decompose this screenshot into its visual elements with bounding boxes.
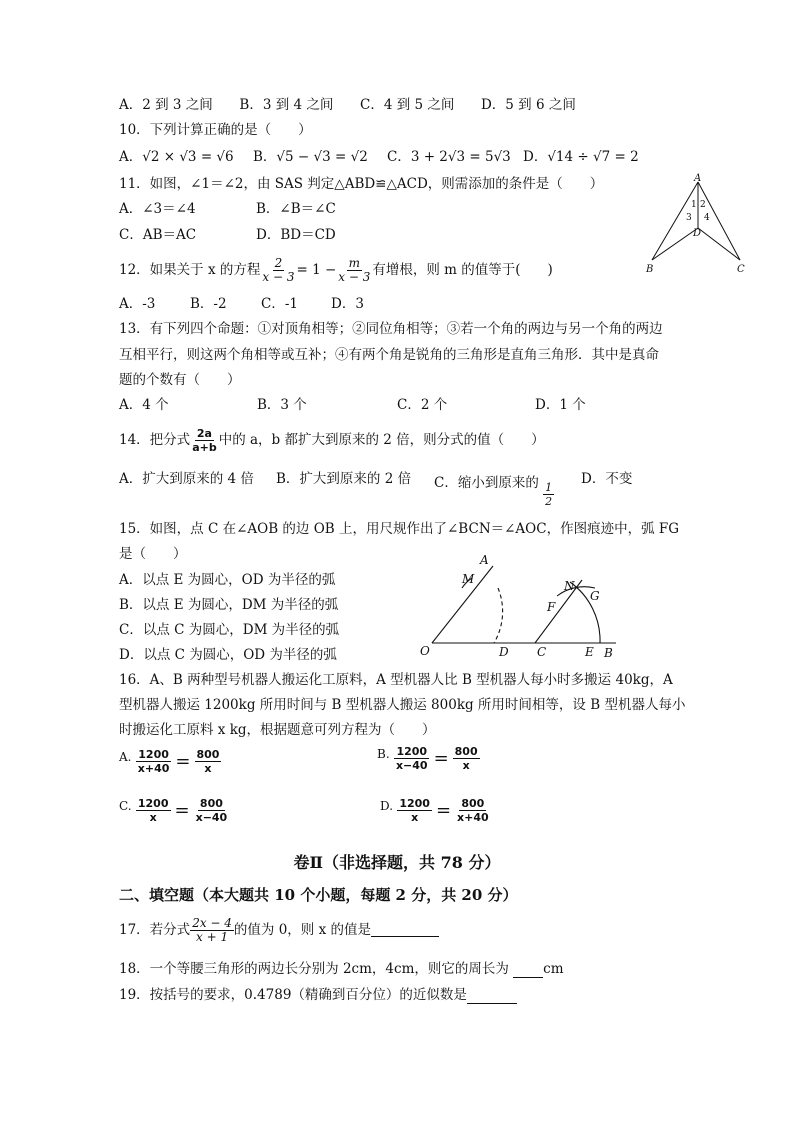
q14-prefix: 14．把分式: [119, 432, 191, 448]
q16-b-left-denominator: x−40: [395, 759, 428, 772]
q12-frac2-denominator: x − 3: [338, 270, 371, 284]
q11-line-bd: [652, 228, 698, 260]
q12-fraction-2: [336, 257, 372, 284]
q13-option-c: C．2 个: [397, 397, 448, 413]
q15-label-a: A: [480, 553, 489, 567]
q11-label-a: A: [694, 173, 702, 184]
q17-fraction: [190, 917, 234, 944]
q12-option-d: D．3: [331, 296, 364, 312]
q14-option-a: A．扩大到原来的 4 倍: [119, 471, 254, 487]
q16-a-left-denominator: x+40: [137, 762, 170, 775]
q15-option-a: A．以点 E 为圆心，OD 为半径的弧: [119, 572, 336, 588]
q13-option-a: A．4 个: [119, 397, 169, 413]
q16-line-1: 16．A、B 两种型号机器人搬运化工原料，A 型机器人比 B 型机器人每小时多搬运 40kg，A: [119, 672, 673, 688]
q11-angle-4: 4: [704, 213, 710, 223]
q9-option-b: B．3 到 4 之间: [239, 97, 334, 113]
q16-c-right-numerator: 800: [199, 797, 223, 810]
q12-stem: [119, 256, 553, 284]
q11-label-d: D: [693, 228, 702, 239]
q15-ray-cn: [535, 580, 582, 643]
q15-label-g: G: [590, 589, 600, 603]
q10-stem: 10．下列计算正确的是（ ）: [119, 122, 312, 138]
q16-line-2: 型机器人搬运 1200kg 所用时间与 B 型机器人搬运 800kg 所用时间相等，设 B 型机器人每小: [119, 697, 686, 713]
q10-option-a: A．√2 × √3 = √6: [119, 149, 234, 165]
q12-frac1-numerator: 2: [274, 256, 283, 270]
q15-label-b: B: [604, 646, 613, 660]
q11-option-d: D．BD＝CD: [256, 227, 336, 243]
q18-stem: [119, 960, 564, 978]
q11-option-a: A．∠3＝∠4: [119, 201, 196, 217]
q9-option-a: A．2 到 3 之间: [119, 97, 213, 113]
q17-suffix: 的值为 0，则 x 的值是: [233, 922, 371, 938]
q16-d-right-denominator: x+40: [457, 811, 489, 824]
q16-c-left-fraction: [136, 797, 171, 824]
q15-line-1: 15．如图，点 C 在∠AOB 的边 OB 上，用尺规作出了∠BCN＝∠AOC，作图痕迹中，弧 FG: [119, 521, 680, 537]
q11-stem: 11．如图，∠1＝∠2，由 SAS 判定△ABD≌△ACD，则需添加的条件是（ ）: [119, 176, 604, 192]
q16-b-right-numerator: 800: [454, 745, 478, 758]
q10-option-b: B．√5 − √3 = √2: [253, 149, 368, 165]
q16-a-right-denominator: x: [204, 762, 212, 775]
q12-frac1-denominator: x − 3: [262, 270, 295, 284]
q16-d-label: D.: [380, 799, 394, 813]
q16-c-right-denominator: x−40: [195, 811, 228, 824]
q11-label-b: B: [646, 264, 654, 275]
q17-prefix: 17．若分式: [119, 922, 191, 938]
q11-option-b: B．∠B＝∠C: [256, 201, 336, 217]
q16-b-right-fraction: [453, 745, 480, 772]
q13-line-2: 互相平行，则这两个角相等或互补；④有两个角是锐角的三角形是直角三角形．其中是真命: [119, 347, 659, 363]
q16-a-left-numerator: 1200: [138, 748, 169, 761]
q16-a-left-fraction: [136, 748, 172, 775]
q19-stem: [119, 986, 517, 1004]
q16-d-right-fraction: [455, 797, 491, 824]
q16-a-right-numerator: 800: [196, 748, 220, 761]
q16-d-right-numerator: 800: [461, 797, 485, 810]
q18-answer-blank[interactable]: [513, 963, 543, 978]
q16-d-left-fraction: [397, 797, 432, 824]
q13-option-b: B．3 个: [257, 397, 307, 413]
q15-option-c: C．以点 C 为圆心，DM 为半径的弧: [119, 622, 340, 638]
q15-label-n: N: [564, 579, 575, 593]
q12-option-c: C．-1: [261, 296, 298, 312]
q14-option-b: B．扩大到原来的 2 倍: [276, 471, 412, 487]
q15-figure: [410, 548, 625, 663]
q15-label-f: F: [547, 600, 556, 614]
q12-option-a: A．-3: [119, 296, 156, 312]
q18-suffix: cm: [543, 961, 564, 977]
q17-frac-denominator: x + 1: [196, 930, 229, 944]
q11-line-cd: [698, 228, 740, 260]
q16-a-label: A.: [119, 750, 132, 764]
q11-figure: [640, 172, 760, 282]
q13-option-d: D．1 个: [535, 397, 586, 413]
section2-heading: 二、填空题（本大题共 10 个小题，每题 2 分，共 20 分）: [119, 886, 518, 904]
q16-d-left-numerator: 1200: [399, 797, 430, 810]
q11-option-c: C．AB＝AC: [119, 227, 197, 243]
q15-option-b: B．以点 E 为圆心，DM 为半径的弧: [119, 597, 339, 613]
q11-angle-2: 2: [700, 200, 706, 210]
q9-option-d: D．5 到 6 之间: [480, 97, 576, 113]
q16-line-3: 时搬运化工原料 x kg，根据题意可列方程为（ ）: [119, 722, 436, 738]
q14-suffix: 中的 a，b 都扩大到原来的 2 倍，则分式的值（ ）: [218, 432, 545, 448]
q17-answer-blank[interactable]: [371, 936, 439, 937]
q16-c-left-numerator: 1200: [137, 797, 169, 810]
q15-option-d: D．以点 C 为圆心，OD 为半径的弧: [119, 647, 337, 663]
q14-stem: [119, 425, 545, 455]
q14-c-numerator: 1: [545, 481, 553, 494]
q15-label-d: D: [499, 645, 509, 659]
q12-fraction-1: [260, 257, 296, 284]
q15-label-o: O: [420, 644, 430, 658]
q16-c-right-fraction: [194, 797, 230, 824]
q19-prefix: 19．按括号的要求，0.4789（精确到百分位）的近似数是: [119, 987, 467, 1003]
q9-option-c: C．4 到 5 之间: [359, 97, 455, 113]
q11-label-c: C: [737, 264, 745, 275]
q11-angle-3: 3: [686, 213, 692, 223]
q12-middle: = 1 −: [296, 262, 337, 278]
q11-angle-1: 1: [691, 200, 697, 210]
q16-b-right-denominator: x: [462, 759, 470, 772]
q17-stem: [119, 915, 439, 945]
q10-option-d: D．√14 ÷ √7 = 2: [523, 149, 639, 165]
q16-c-left-denominator: x: [149, 811, 157, 824]
q18-prefix: 18．一个等腰三角形的两边长分别为 2cm，4cm，则它的周长为: [119, 961, 509, 977]
q12-option-b: B．-2: [190, 296, 227, 312]
q14-option-c-text: C．缩小到原来的: [434, 475, 539, 491]
q14-option-d: D．不变: [581, 471, 633, 487]
q15-arc-md: [494, 588, 503, 643]
q14-frac-denominator: a+b: [192, 441, 217, 454]
q12-prefix: 12．如果关于 x 的方程: [119, 262, 261, 278]
q16-a-right-fraction: [195, 748, 222, 775]
q16-option-b: B. $\frac{1200}{x-40}$ = $\frac{800}{x}$: [377, 745, 478, 772]
q14-fraction: [190, 427, 219, 454]
q15-label-e: E: [585, 645, 594, 659]
q15-label-m: M: [462, 572, 475, 586]
q19-answer-blank[interactable]: [467, 989, 517, 1004]
q13-line-3: 题的个数有（ ）: [119, 372, 241, 388]
q16-option-a: A. $\frac{1200}{x+40}$ = $\frac{800}{x}$: [119, 748, 220, 775]
q15-line-2: 是（ ）: [119, 546, 187, 562]
q14-option-c: [434, 470, 554, 508]
q14-option-c-fraction: [543, 481, 554, 508]
part2-title: 卷Ⅱ（非选择题，共 78 分）: [293, 853, 501, 872]
q16-option-c: C. $\frac{1200}{x}$ = $\frac{800}{x-40}$: [119, 797, 228, 824]
q17-frac-numerator: 2x − 4: [192, 916, 232, 930]
q12-suffix: 有增根，则 m 的值等于( ): [372, 262, 553, 278]
q15-label-c: C: [537, 645, 547, 659]
q16-b-left-numerator: 1200: [396, 745, 428, 758]
q13-line-1: 13．有下列四个命题：①对顶角相等；②同位角相等；③若一个角的两边与另一个角的两边: [119, 321, 663, 337]
q16-d-left-denominator: x: [411, 811, 419, 824]
q16-b-left-fraction: [394, 745, 430, 772]
q14-frac-numerator: 2a: [196, 427, 212, 440]
q12-frac2-numerator: m: [348, 256, 360, 270]
q14-c-denominator: 2: [545, 495, 553, 508]
q16-c-label: C.: [119, 799, 132, 813]
q16-b-label: B.: [377, 747, 390, 761]
q16-option-d: D. $\frac{1200}{x}$ = $\frac{800}{x+40}$: [380, 797, 489, 824]
q10-option-c: C．3 + 2√3 = 5√3: [387, 149, 511, 165]
q9-options-row: [119, 96, 576, 114]
